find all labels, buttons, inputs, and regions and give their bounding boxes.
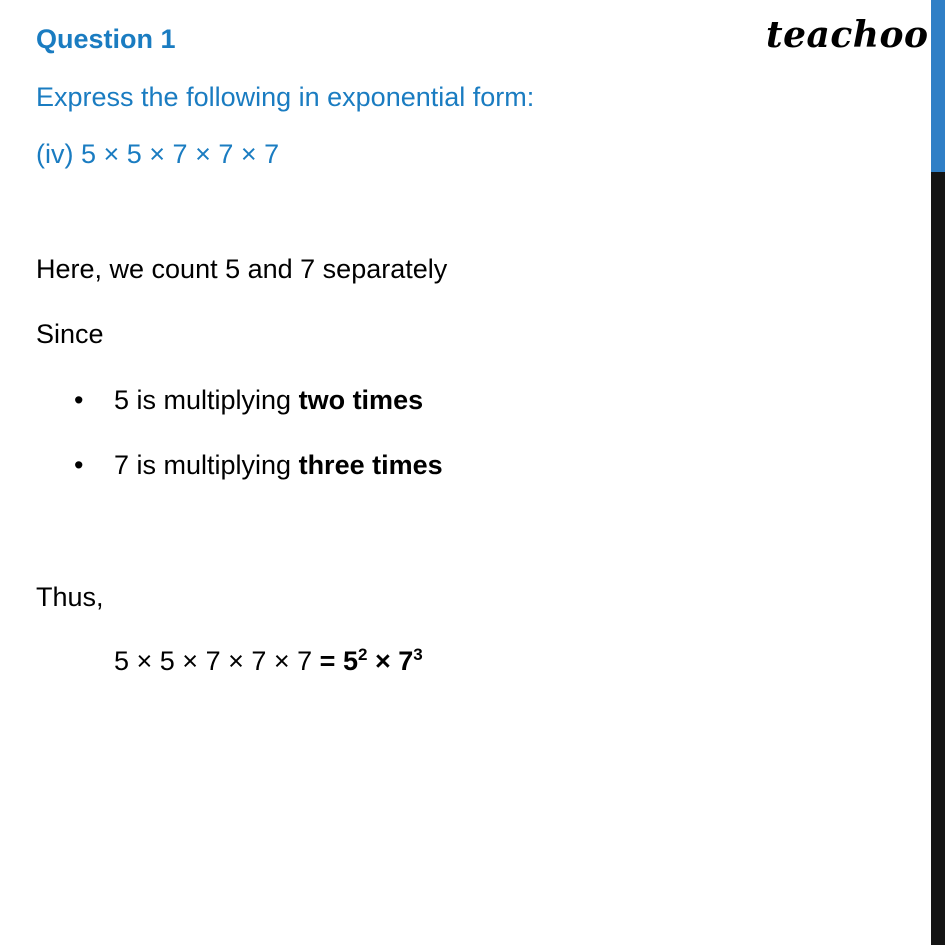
question-expression: (iv) 5 × 5 × 7 × 7 × 7 — [36, 139, 280, 169]
result-rhs — [320, 646, 423, 676]
scrollbar-track[interactable] — [931, 0, 945, 945]
bullet-text: 7 is multiplying — [114, 450, 299, 480]
bullet-emphasis: three times — [298, 450, 443, 480]
bullet-item — [74, 383, 423, 417]
since-label: Since — [36, 319, 104, 349]
bullet-dot: • — [74, 450, 84, 480]
bullet-text: 5 is multiplying — [114, 385, 299, 415]
question-heading: Question 1 — [36, 24, 176, 54]
result-equals: = — [319, 646, 343, 676]
result-exponent-2: 3 — [413, 645, 423, 664]
thus-label: Thus, — [36, 582, 104, 612]
question-prompt: Express the following in exponential form: — [36, 82, 535, 112]
bullet-item — [74, 448, 443, 482]
result-times: × — [367, 646, 399, 676]
result-lhs: 5 × 5 × 7 × 7 × 7 — [114, 646, 320, 676]
teachoo-logo: teachoo — [766, 14, 929, 56]
result-base-2: 7 — [398, 646, 414, 676]
result-base-1: 5 — [342, 646, 358, 676]
explanation-text: Here, we count 5 and 7 separately — [36, 254, 448, 284]
scrollbar-thumb[interactable] — [931, 0, 945, 172]
result-equation — [114, 644, 423, 678]
bullet-emphasis: two times — [298, 385, 424, 415]
bullet-dot: • — [74, 385, 84, 415]
result-exponent-1: 2 — [357, 645, 368, 664]
